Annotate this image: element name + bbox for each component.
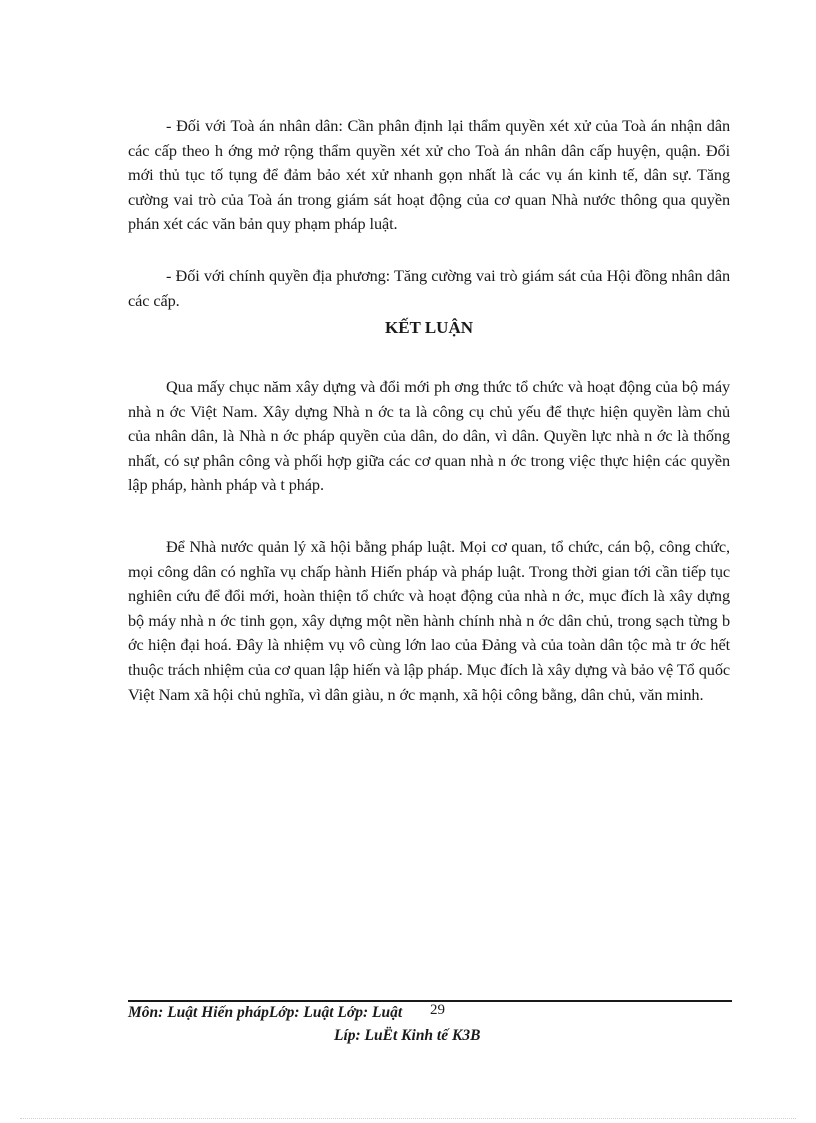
court-reform-paragraph: - Đối với Toà án nhân dân: Cần phân định lại thẩm quyền xét xử của Toà án nhận dân các cấp theo h ớng mở rộng thẩm quyền xét xử cho Toà án nhân dân cấp huyện, quận. Đổi mới thủ tục tố tụng để đảm bảo xét xử nhanh gọn nhất là các vụ án kinh tế, dân sự. Tăng cường vai trò của Toà án trong giám sát hoạt động của cơ quan Nhà nước thông qua quyền phán xét các văn bản quy phạm pháp luật. xyxy=(128,116,730,234)
conclusion-paragraph-1: Qua mấy chục năm xây dựng và đổi mới ph ơng thức tổ chức và hoạt động của bộ máy nhà n ớc Việt Nam. Xây dựng Nhà n ớc ta là công cụ chủ yếu để thực hiện quyền làm chủ của nhân dân, là Nhà n ớc pháp quyền của dân, do dân, vì dân. Quyền lực nhà n ớc là thống nhất, có sự phân công và phối hợp giữa các cơ quan nhà n ớc trong việc thực hiện các quyền lập pháp, hành pháp và t pháp. xyxy=(128,377,730,495)
conclusion-heading: KẾT LUẬN xyxy=(384,318,473,337)
footer-course-label: Môn: Luật Hiến phápLớp: Luật Lớp: Luật xyxy=(128,1004,403,1021)
local-government-paragraph: - Đối với chính quyền địa phương: Tăng cường vai trò giám sát của Hội đồng nhân dân các cấp. xyxy=(128,266,730,310)
footer-class-label: Líp: LuËt Kinh tế K3B xyxy=(334,1027,481,1044)
conclusion-paragraph-2: Để Nhà nước quản lý xã hội bằng pháp luật. Mọi cơ quan, tổ chức, cán bộ, công chức, mọi công dân có nghĩa vụ chấp hành Hiến pháp và pháp luật. Trong thời gian tới cần tiếp tục nghiên cứu để đổi mới, hoàn thiện tổ chức và hoạt động của nhà n ớc, mục đích là xây dựng bộ máy nhà n ớc tinh gọn, xây dựng một nền hành chính nhà n ớc dân chủ, trong sạch từng b ớc hiện đại hoá. Đây là nhiệm vụ vô cùng lớn lao của Đảng và của toàn dân tộc mà tr ớc hết thuộc trách nhiệm của cơ quan lập hiến và lập pháp. Mục đích là xây dựng và bảo vệ Tổ quốc Việt Nam xã hội chủ nghĩa, vì dân giàu, n ớc mạnh, xã hội công bằng, dân chủ, văn minh. xyxy=(128,537,730,704)
page-bottom-dotted-border xyxy=(20,1118,796,1119)
page-number: 29 xyxy=(430,1002,445,1018)
